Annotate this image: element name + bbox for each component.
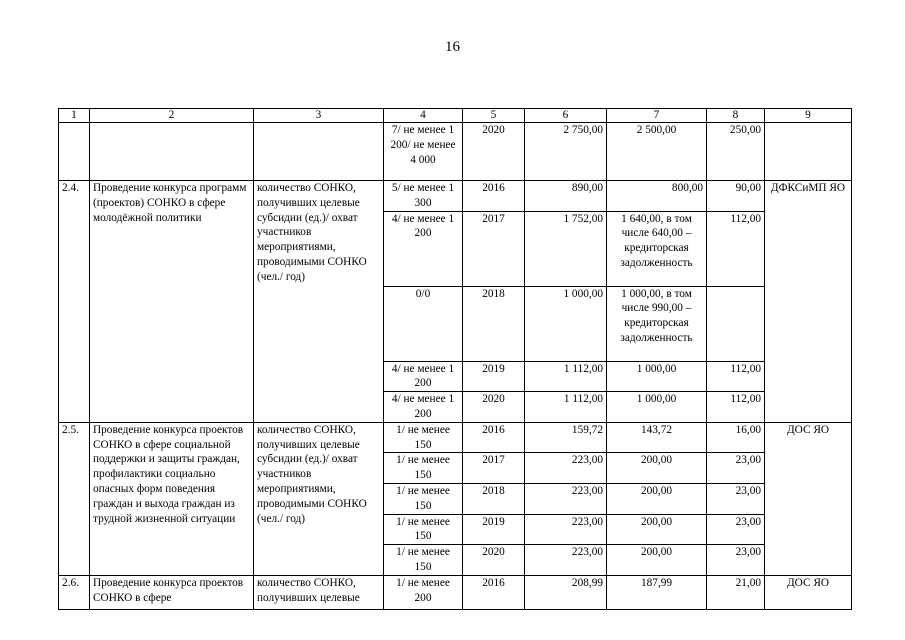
cell-local: 16,00 (707, 422, 765, 453)
cell-indicator: количество СОНКО, получивших целевые субсидии (ед.)/ охват участников мероприятиями, проводимыми СОНКО (чел./ год) (254, 181, 384, 423)
cell-executor: ДОС ЯО (765, 575, 852, 609)
cell-regional: 200,00 (607, 453, 707, 484)
cell-local: 90,00 (707, 181, 765, 212)
cell-local: 112,00 (707, 211, 765, 286)
cell-year: 2020 (463, 545, 525, 576)
table-row (59, 575, 852, 609)
cell-empty (59, 123, 90, 181)
header-col-9: 9 (765, 109, 852, 123)
cell-item-number: 2.4. (59, 181, 90, 423)
cell-target: 1/ не менее 200 (384, 575, 463, 609)
cell-target: 0/0 (384, 286, 463, 361)
cell-regional: 1 000,00 (607, 361, 707, 392)
cell-target: 4/ не менее 1 200 (384, 361, 463, 392)
table-row (59, 181, 852, 212)
cell-total: 1 112,00 (525, 361, 607, 392)
cell-local (707, 286, 765, 361)
cell-local: 23,00 (707, 514, 765, 545)
cell-activity-name: Проведение конкурса программ (проектов) СОНКО в сфере молодёжной политики (90, 181, 254, 423)
cell-year: 2016 (463, 181, 525, 212)
cell-target: 7/ не менее 1 200/ не менее 4 000 (384, 123, 463, 181)
header-col-2: 2 (90, 109, 254, 123)
cell-regional: 200,00 (607, 545, 707, 576)
cell-regional: 1 000,00 (607, 392, 707, 423)
cell-regional: 200,00 (607, 514, 707, 545)
cell-total: 223,00 (525, 483, 607, 514)
cell-regional: 1 000,00, в том числе 990,00 – кредиторская задолженность (607, 286, 707, 361)
cell-local: 250,00 (707, 123, 765, 181)
header-col-1: 1 (59, 109, 90, 123)
header-col-8: 8 (707, 109, 765, 123)
cell-target: 1/ не менее 150 (384, 514, 463, 545)
header-col-3: 3 (254, 109, 384, 123)
cell-year: 2017 (463, 453, 525, 484)
header-col-4: 4 (384, 109, 463, 123)
cell-year: 2017 (463, 211, 525, 286)
cell-target: 1/ не менее 150 (384, 545, 463, 576)
cell-year: 2019 (463, 361, 525, 392)
cell-item-number: 2.6. (59, 575, 90, 609)
cell-local: 112,00 (707, 392, 765, 423)
cell-indicator: количество СОНКО, получивших целевые (254, 575, 384, 609)
cell-empty (765, 123, 852, 181)
cell-total: 1 752,00 (525, 211, 607, 286)
cell-target: 1/ не менее 150 (384, 483, 463, 514)
cell-regional: 187,99 (607, 575, 707, 609)
cell-regional: 2 500,00 (607, 123, 707, 181)
cell-activity-name: Проведение конкурса проектов СОНКО в сфере (90, 575, 254, 609)
page-number: 16 (445, 39, 460, 55)
cell-indicator: количество СОНКО, получивших целевые субсидии (ед.)/ охват участников мероприятиями, проводимыми СОНКО (чел./ год) (254, 422, 384, 575)
cell-total: 2 750,00 (525, 123, 607, 181)
cell-local: 23,00 (707, 483, 765, 514)
cell-total: 208,99 (525, 575, 607, 609)
cell-regional: 143,72 (607, 422, 707, 453)
cell-year: 2018 (463, 286, 525, 361)
cell-total: 223,00 (525, 514, 607, 545)
cell-local: 23,00 (707, 545, 765, 576)
cell-target: 5/ не менее 1 300 (384, 181, 463, 212)
cell-total: 223,00 (525, 545, 607, 576)
cell-year: 2016 (463, 422, 525, 453)
cell-local: 112,00 (707, 361, 765, 392)
table-row (59, 123, 852, 181)
cell-total: 159,72 (525, 422, 607, 453)
cell-local: 23,00 (707, 453, 765, 484)
cell-item-number: 2.5. (59, 422, 90, 575)
table-row (59, 422, 852, 453)
cell-activity-name: Проведение конкурса проектов СОНКО в сфере социальной поддержки и защиты граждан, профилактики социально опасных форм поведения граждан и выхода граждан из трудной жизненной ситуации (90, 422, 254, 575)
cell-total: 1 112,00 (525, 392, 607, 423)
cell-total: 890,00 (525, 181, 607, 212)
cell-empty (254, 123, 384, 181)
cell-executor: ДОС ЯО (765, 422, 852, 575)
cell-regional: 1 640,00, в том числе 640,00 – кредиторская задолженность (607, 211, 707, 286)
cell-total: 223,00 (525, 453, 607, 484)
cell-target: 4/ не менее 1 200 (384, 392, 463, 423)
table-header-row (59, 109, 852, 123)
cell-target: 4/ не менее 1 200 (384, 211, 463, 286)
cell-executor: ДФКСиМП ЯО (765, 181, 852, 423)
cell-year: 2020 (463, 123, 525, 181)
header-col-7: 7 (607, 109, 707, 123)
cell-target: 1/ не менее 150 (384, 453, 463, 484)
cell-year: 2016 (463, 575, 525, 609)
cell-regional: 200,00 (607, 483, 707, 514)
cell-local: 21,00 (707, 575, 765, 609)
cell-year: 2018 (463, 483, 525, 514)
program-table (58, 108, 852, 610)
header-col-6: 6 (525, 109, 607, 123)
cell-regional: 800,00 (607, 181, 707, 212)
header-col-5: 5 (463, 109, 525, 123)
cell-total: 1 000,00 (525, 286, 607, 361)
cell-year: 2019 (463, 514, 525, 545)
cell-empty (90, 123, 254, 181)
cell-year: 2020 (463, 392, 525, 423)
cell-target: 1/ не менее 150 (384, 422, 463, 453)
